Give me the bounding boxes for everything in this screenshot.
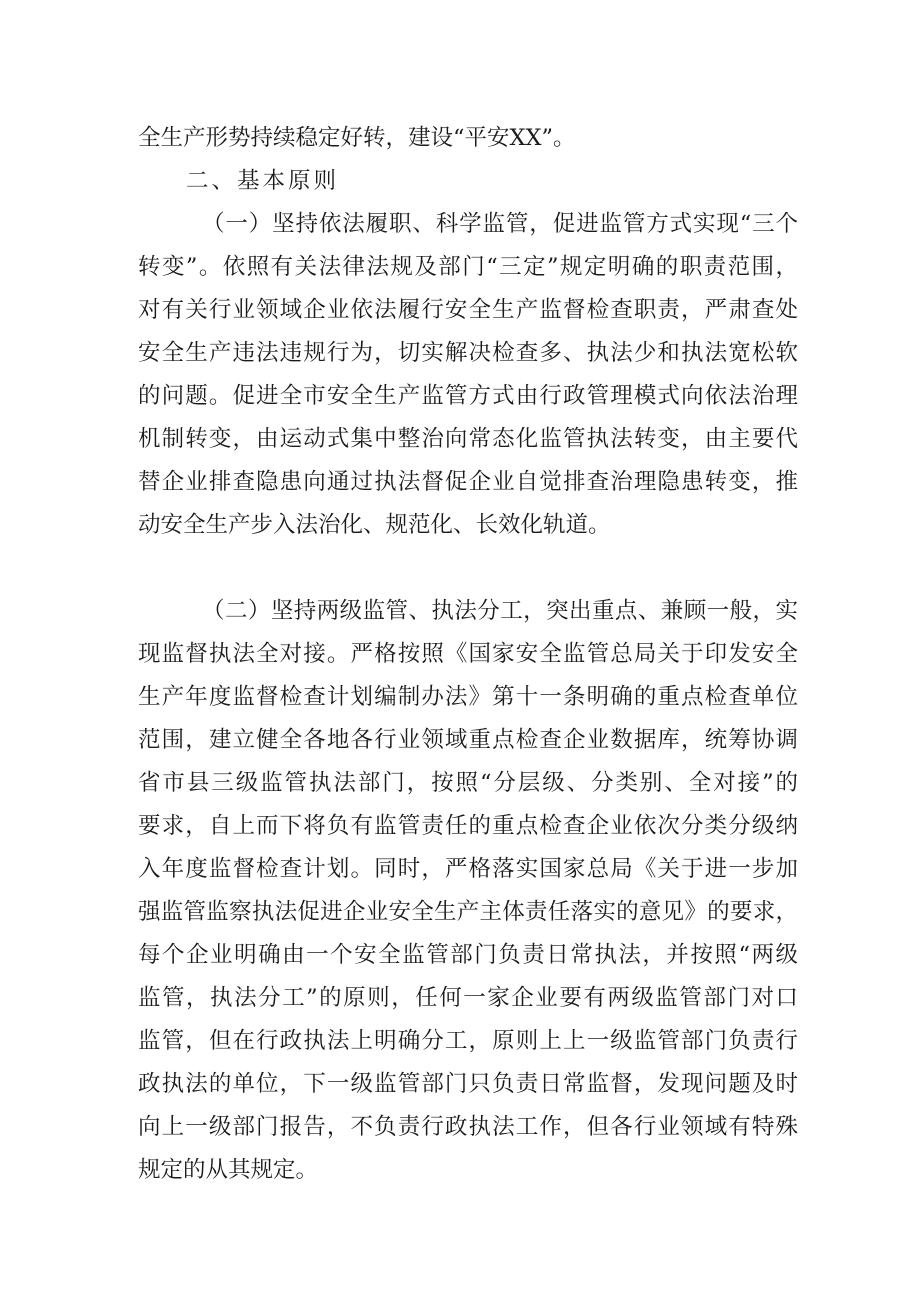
continuation-line: 全生产形势持续稳定好转，建设“平安XX”。 <box>138 125 576 151</box>
paragraph-1-line: 转变”。依照有关法律法规及部门“三定”规定明确的职责范围， <box>138 254 798 280</box>
paragraph-2-line: 监管，执法分工”的原则，任何一家企业要有两级监管部门对口 <box>138 985 798 1011</box>
paragraph-2-line: 强监管监察执法促进企业安全生产主体责任落实的意见》的要求， <box>138 899 798 925</box>
paragraph-2-line: 入年度监督检查计划。同时，严格落实国家总局《关于进一步加 <box>138 856 798 882</box>
paragraph-1-line: 安全生产违法违规行为，切实解决检查多、执法少和执法宽松软 <box>138 340 798 366</box>
paragraph-1-line: 的问题。促进全市安全生产监管方式由行政管理模式向依法治理 <box>138 383 798 409</box>
paragraph-2-line: 现监督执法全对接。严格按照《国家安全监管总局关于印发安全 <box>138 641 798 667</box>
paragraph-2-line: 规定的从其规定。 <box>138 1157 319 1183</box>
paragraph-1-line: 动安全生产步入法治化、规范化、长效化轨道。 <box>138 512 611 538</box>
section-heading: 二、基本原则 <box>186 168 340 194</box>
paragraph-2-line: （二）坚持两级监管、执法分工，突出重点、兼顾一般，实 <box>202 598 798 624</box>
paragraph-2-line: 政执法的单位，下一级监管部门只负责日常监督，发现问题及时 <box>138 1071 798 1097</box>
paragraph-2-line: 省市县三级监管执法部门，按照“分层级、分类别、全对接”的 <box>138 770 798 796</box>
paragraph-1-line: 对有关行业领域企业依法履行安全生产监督检查职责，严肃查处 <box>138 297 798 323</box>
paragraph-1-line: （一）坚持依法履职、科学监管，促进监管方式实现“三个 <box>202 211 798 237</box>
paragraph-2-line: 范围，建立健全各地各行业领域重点检查企业数据库，统筹协调 <box>138 727 798 753</box>
paragraph-2-line: 每个企业明确由一个安全监管部门负责日常执法，并按照“两级 <box>138 942 798 968</box>
paragraph-2-line: 生产年度监督检查计划编制办法》第十一条明确的重点检查单位 <box>138 684 798 710</box>
paragraph-2-line: 向上一级部门报告，不负责行政执法工作，但各行业领域有特殊 <box>138 1114 798 1140</box>
paragraph-1-line: 替企业排查隐患向通过执法督促企业自觉排查治理隐患转变，推 <box>138 469 798 495</box>
paragraph-1-line: 机制转变，由运动式集中整治向常态化监管执法转变，由主要代 <box>138 426 798 452</box>
paragraph-2-line: 要求，自上而下将负有监管责任的重点检查企业依次分类分级纳 <box>138 813 798 839</box>
paragraph-2-line: 监管，但在行政执法上明确分工，原则上上一级监管部门负责行 <box>138 1028 798 1054</box>
